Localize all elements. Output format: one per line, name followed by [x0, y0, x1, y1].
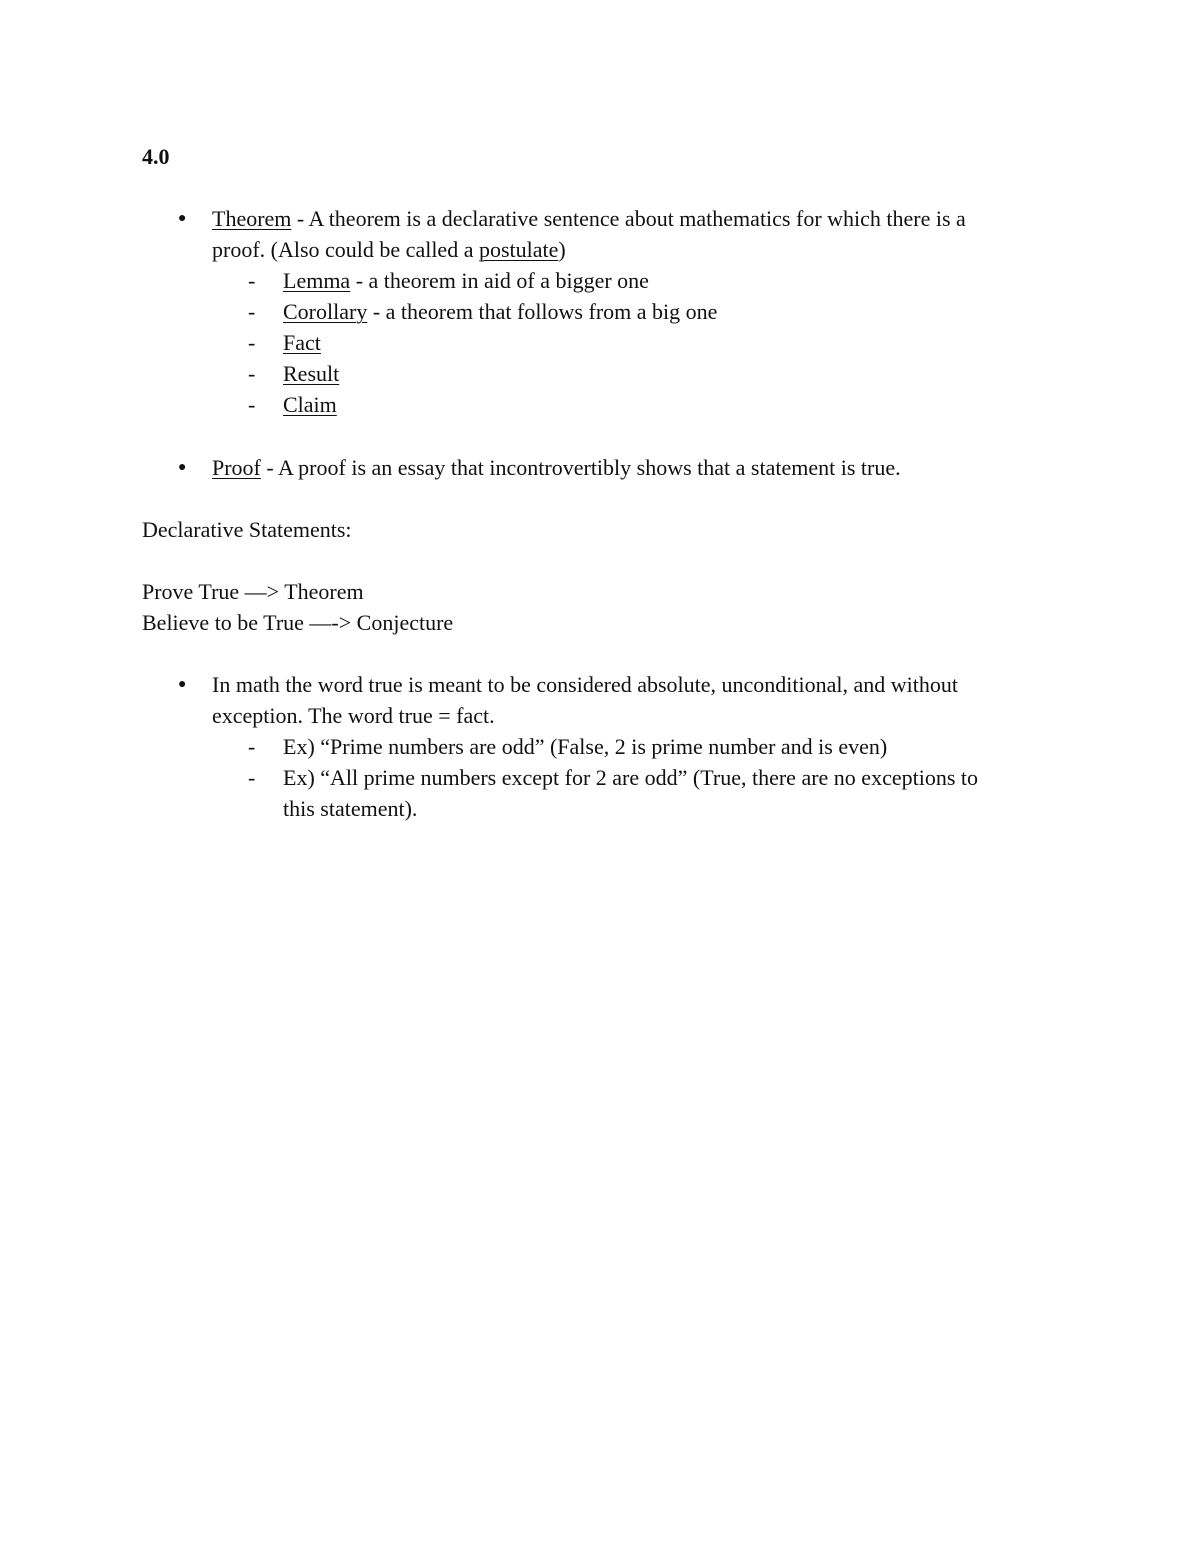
proof-definition: [212, 452, 901, 483]
example-2: Ex) “All prime numbers except for 2 are odd” (True, there are no exceptions to: [283, 765, 978, 790]
theorem-definition: [212, 203, 966, 234]
prove-true-line: Prove True —> Theorem: [142, 579, 364, 604]
proof-definition-text: - A proof is an essay that incontrovertibly shows that a statement is true.: [260, 455, 901, 480]
result-term: Result: [283, 361, 340, 386]
lemma-term: Lemma: [283, 268, 351, 293]
bullet-icon: ●: [178, 677, 187, 692]
proof-term: Proof: [212, 455, 261, 480]
bullet-icon: ●: [178, 211, 187, 226]
dash-marker: -: [248, 734, 256, 759]
dash-marker: -: [248, 392, 256, 417]
corollary-term: Corollary: [283, 299, 368, 324]
subitem-lemma: [283, 265, 649, 296]
example-1: Ex) “Prime numbers are odd” (False, 2 is prime number and is even): [283, 734, 888, 759]
dash-marker: -: [248, 330, 256, 355]
example-2-continuation: this statement).: [283, 796, 418, 821]
dash-marker: -: [248, 268, 256, 293]
theorem-line2-suffix: ): [558, 237, 566, 262]
theorem-term: Theorem: [212, 206, 292, 231]
theorem-definition-line2: [212, 234, 566, 265]
subitem-fact: [283, 327, 321, 358]
truth-line1: In math the word true is meant to be considered absolute, unconditional, and without: [212, 672, 958, 697]
theorem-line2-prefix: proof. (Also could be called a: [212, 237, 479, 262]
claim-term: Claim: [283, 392, 337, 417]
fact-term: Fact: [283, 330, 321, 355]
subitem-result: [283, 358, 339, 389]
dash-marker: -: [248, 765, 256, 790]
truth-line2: exception. The word true = fact.: [212, 703, 495, 728]
bullet-icon: ●: [178, 460, 187, 475]
theorem-definition-text: - A theorem is a declarative sentence about mathematics for which there is a: [291, 206, 966, 231]
postulate-term: postulate: [478, 237, 559, 262]
dash-marker: -: [248, 299, 256, 324]
believe-true-line: Believe to be True —-> Conjecture: [142, 610, 454, 635]
subitem-corollary: [283, 296, 717, 327]
corollary-text: - a theorem that follows from a big one: [367, 299, 718, 324]
dash-marker: -: [248, 361, 256, 386]
lemma-text: - a theorem in aid of a bigger one: [350, 268, 649, 293]
section-heading: 4.0: [142, 144, 170, 169]
subitem-claim: [283, 389, 337, 420]
declarative-title: Declarative Statements:: [142, 517, 352, 542]
